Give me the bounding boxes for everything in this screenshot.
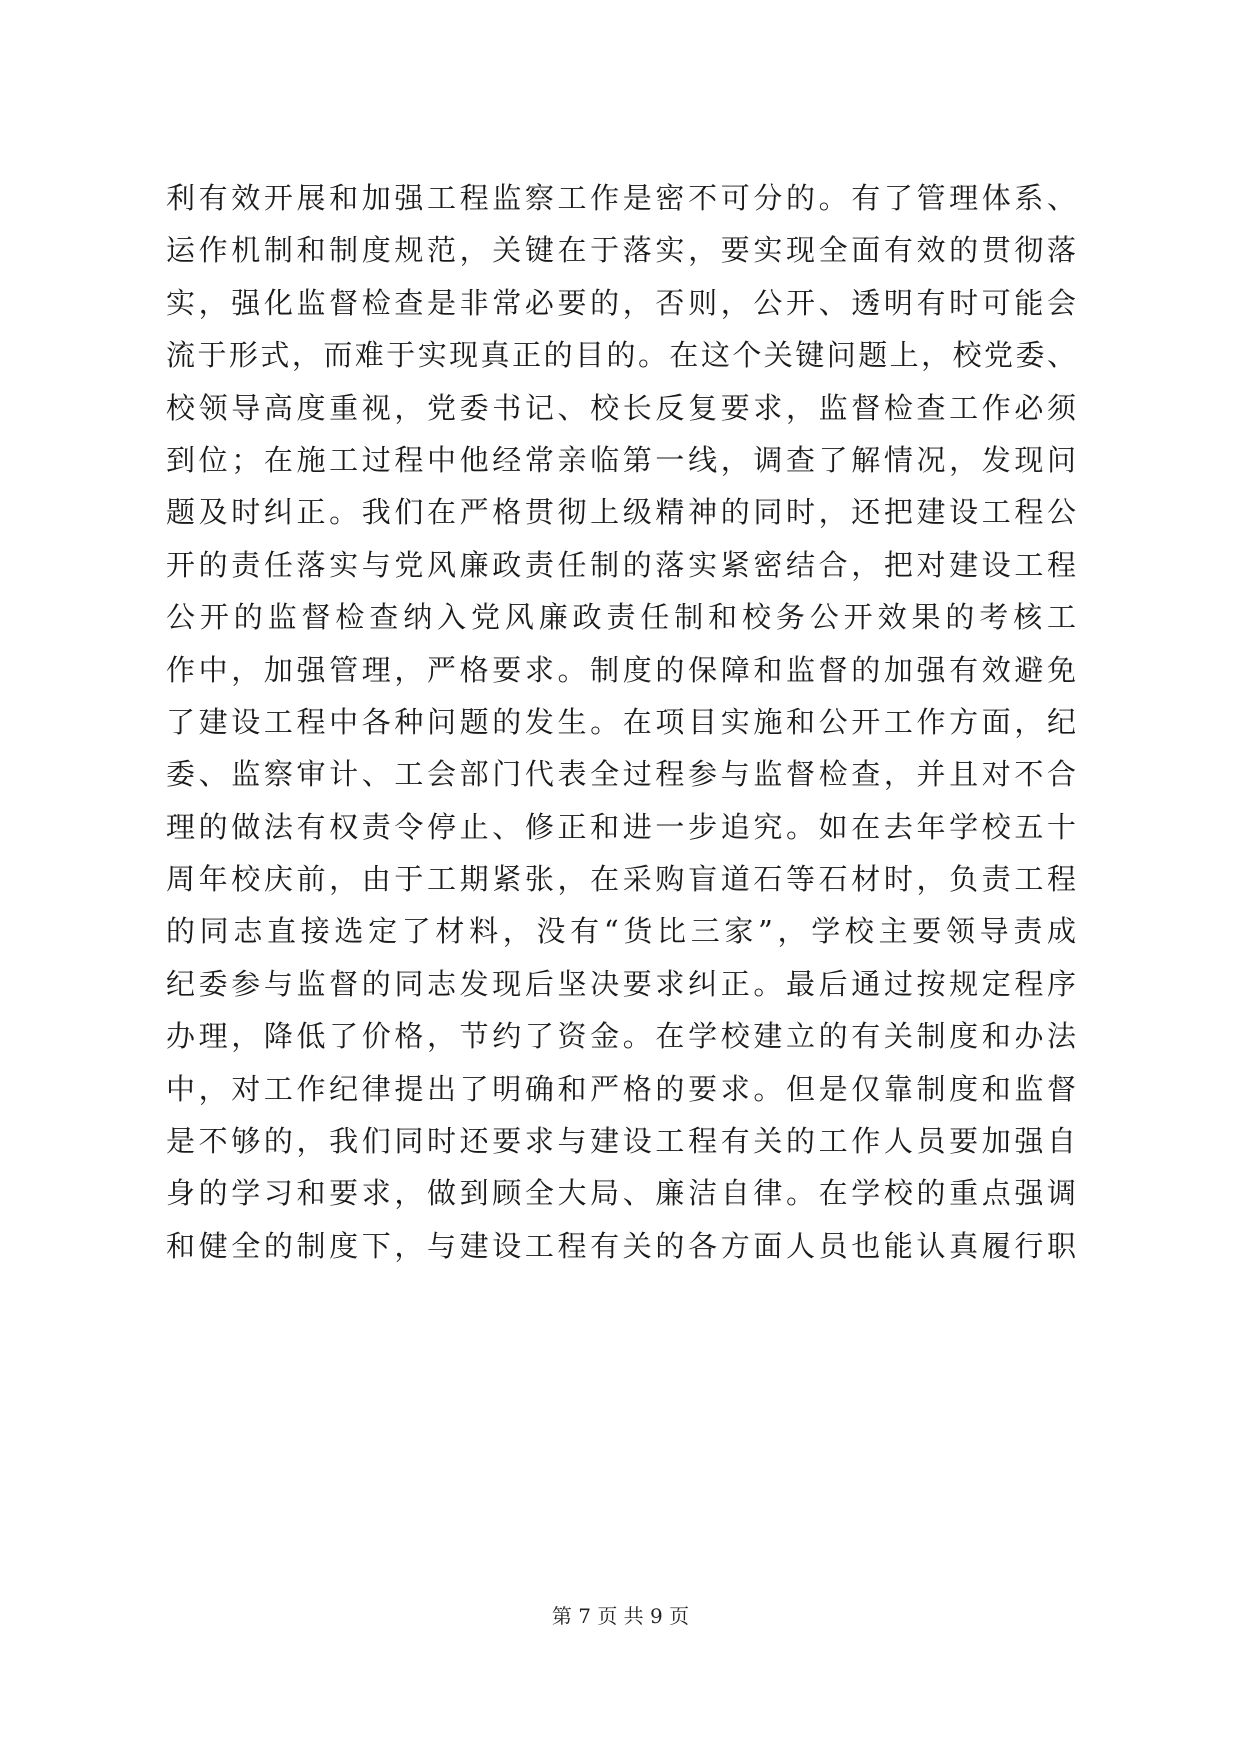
text-line: 委、监察审计、工会部门代表全过程参与监督检查，并且对不合 — [166, 757, 1076, 792]
text-line: 中，对工作纪律提出了明确和严格的要求。但是仅靠制度和监督 — [166, 1071, 1076, 1106]
text-line: 纪委参与监督的同志发现后坚决要求纠正。最后通过按规定程序 — [166, 966, 1076, 1001]
text-line: 流于形式，而难于实现真正的目的。在这个关键问题上，校党委、 — [166, 338, 1076, 373]
text-line: 开的责任落实与党风廉政责任制的落实紧密结合，把对建设工程 — [166, 547, 1076, 582]
text-line: 公开的监督检查纳入党风廉政责任制和校务公开效果的考核工 — [166, 600, 1076, 635]
text-line: 运作机制和制度规范，关键在于落实，要实现全面有效的贯彻落 — [166, 233, 1076, 268]
text-line: 周年校庆前，由于工期紧张，在采购盲道石等石材时，负责工程 — [166, 862, 1076, 897]
page-footer — [0, 1602, 1241, 1630]
text-line: 利有效开展和加强工程监察工作是密不可分的。有了管理体系、 — [166, 181, 1076, 215]
text-line: 理的做法有权责令停止、修正和进一步追究。如在去年学校五十 — [166, 809, 1076, 844]
text-line: 实，强化监督检查是非常必要的，否则，公开、透明有时可能会 — [166, 285, 1076, 320]
text-line: 是不够的，我们同时还要求与建设工程有关的工作人员要加强自 — [166, 1124, 1076, 1159]
text-line: 的同志直接选定了材料，没有“货比三家”，学校主要领导责成 — [166, 914, 1076, 949]
text-line: 作中，加强管理，严格要求。制度的保障和监督的加强有效避免 — [166, 652, 1076, 687]
text-line: 身的学习和要求，做到顾全大局、廉洁自律。在学校的重点强调 — [166, 1176, 1076, 1211]
body-text — [166, 172, 1076, 1272]
text-line: 和健全的制度下，与建设工程有关的各方面人员也能认真履行职 — [166, 1228, 1076, 1263]
text-line: 校领导高度重视，党委书记、校长反复要求，监督检查工作必须 — [166, 390, 1076, 425]
text-line: 到位；在施工过程中他经常亲临第一线，调查了解情况，发现问 — [166, 442, 1076, 477]
text-line: 了建设工程中各种问题的发生。在项目实施和公开工作方面，纪 — [166, 704, 1076, 739]
text-line: 题及时纠正。我们在严格贯彻上级精神的同时，还把建设工程公 — [166, 495, 1076, 530]
page-number: 第 7 页 共 9 页 — [551, 1604, 690, 1628]
text-line: 办理，降低了价格，节约了资金。在学校建立的有关制度和办法 — [166, 1019, 1076, 1054]
